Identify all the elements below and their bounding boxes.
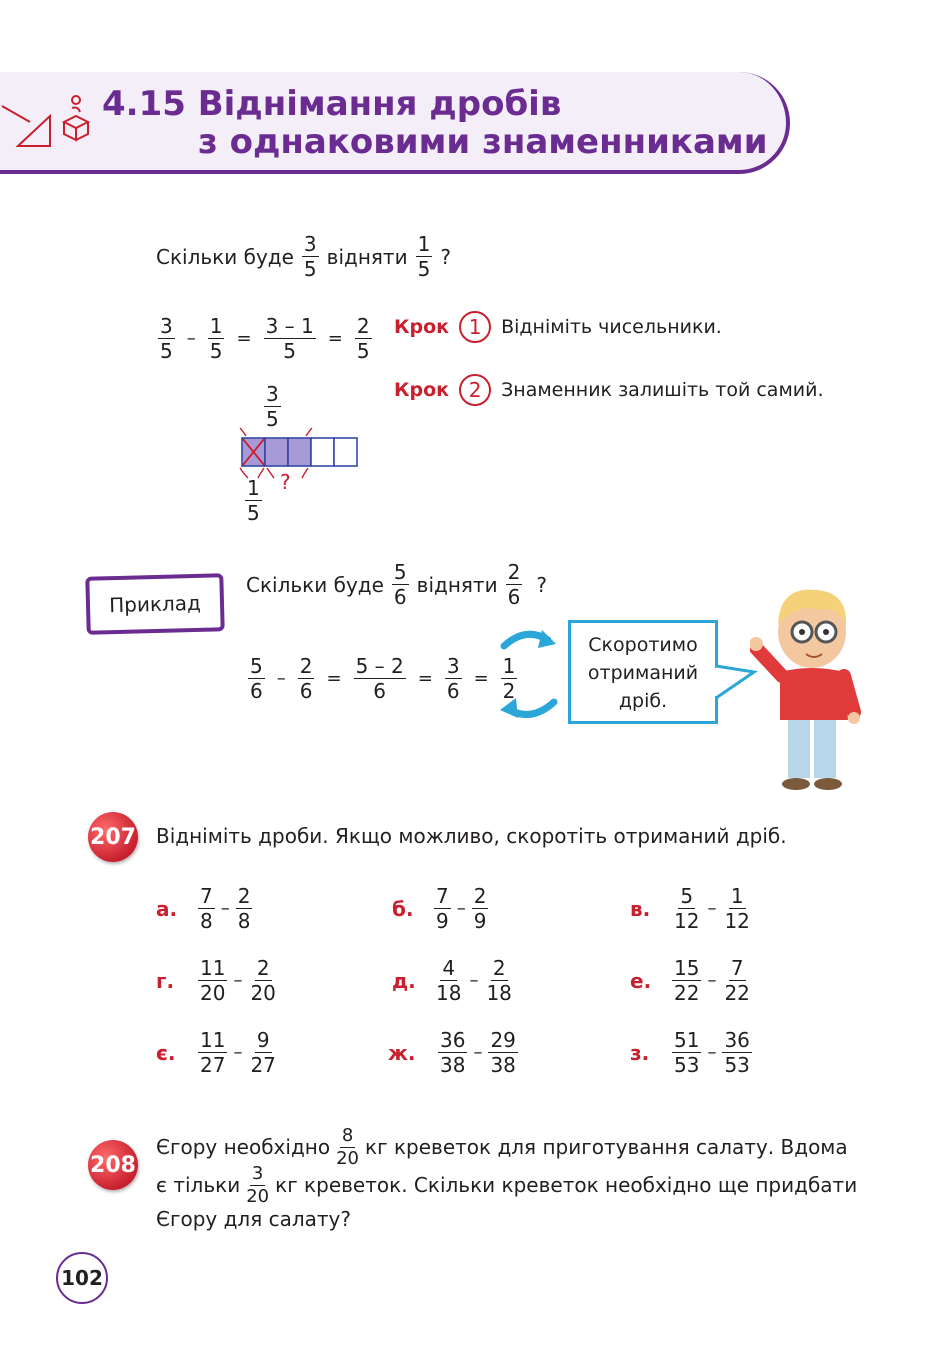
denominator: 27 (200, 1053, 226, 1077)
denominator: 5 (266, 407, 279, 431)
numerator: 2 (356, 314, 370, 338)
denominator: 5 (356, 339, 370, 363)
minus-sign: – (473, 1042, 483, 1063)
minus-sign: – (276, 668, 286, 689)
fraction (158, 316, 175, 361)
denominator: 22 (724, 981, 750, 1005)
fraction (672, 958, 701, 1003)
question-mark: ? (280, 470, 291, 494)
fraction (264, 316, 316, 361)
speech-line: дріб. (618, 690, 668, 712)
exercise-item (388, 1030, 520, 1075)
step-1 (394, 311, 722, 343)
minus-sign: – (469, 970, 479, 991)
fraction (248, 958, 277, 1003)
exercise-label: ж. (388, 1040, 416, 1065)
bar-cell-filled (265, 438, 288, 466)
numerator: 2 (492, 956, 506, 980)
denominator: 5 (247, 501, 260, 525)
exercise-label: б. (392, 896, 414, 921)
denominator: 5 (160, 339, 173, 363)
fraction (445, 656, 462, 701)
intro-equation (156, 316, 374, 361)
task-208-line3: Єгору для салату? (156, 1207, 351, 1231)
denominator: 38 (440, 1053, 466, 1077)
numerator: 1 (209, 314, 223, 338)
minus-sign: – (707, 898, 717, 919)
fraction (354, 656, 406, 701)
denominator: 38 (490, 1053, 516, 1077)
exercise-item (630, 1030, 754, 1075)
bar-cell-empty (311, 438, 334, 466)
bar-cell-filled (288, 438, 311, 466)
fraction (298, 656, 315, 701)
numerator: 2 (507, 560, 521, 584)
denominator: 27 (250, 1053, 276, 1077)
exercise-label: г. (156, 968, 175, 993)
fraction (722, 1030, 751, 1075)
geometry-tools-icon (0, 88, 100, 158)
exercise-item (392, 958, 516, 1003)
diagram-bottom-fraction (243, 478, 264, 523)
exercise-label: а. (156, 896, 178, 921)
fraction (488, 1030, 517, 1075)
numerator: 5 (250, 654, 263, 678)
task-number-badge: 208 (88, 1140, 138, 1190)
step-number-badge: 2 (459, 374, 491, 406)
minus-sign: – (707, 970, 717, 991)
denominator: 8 (237, 909, 251, 933)
minus-sign: – (456, 898, 466, 919)
fraction (484, 958, 513, 1003)
minus-sign: – (186, 328, 196, 349)
task-208-line2-end: кг креветок. Скільки креветок необхідно ще придбати (275, 1173, 858, 1197)
fraction (434, 886, 451, 931)
exercise-item (156, 886, 254, 931)
numerator: 1 (502, 654, 516, 678)
task-208-text (156, 1124, 896, 1234)
example-equation (246, 656, 519, 701)
denominator: 20 (250, 981, 276, 1005)
equals-sign: = (473, 668, 489, 689)
numerator: 11 (200, 956, 226, 980)
fraction (302, 234, 319, 279)
fraction (722, 958, 751, 1003)
denominator: 5 (209, 339, 223, 363)
step-text: Знаменник залишіть той самий. (501, 379, 824, 401)
intro-question (156, 234, 451, 279)
denominator: 6 (393, 585, 407, 609)
numerator: 4 (442, 956, 456, 980)
denominator: 2 (502, 679, 516, 703)
equals-sign: = (236, 328, 252, 349)
intro-question-end: ? (440, 244, 451, 269)
numerator: 5 (393, 560, 407, 584)
numerator: 3 (251, 1162, 264, 1184)
numerator: 15 (674, 956, 700, 980)
denominator: 5 (283, 339, 297, 363)
fraction (236, 886, 253, 931)
numerator: 11 (200, 1028, 226, 1052)
fraction (672, 1030, 701, 1075)
fraction (208, 316, 225, 361)
exercise-item (630, 958, 754, 1003)
denominator: 53 (724, 1053, 750, 1077)
numerator: 2 (256, 956, 270, 980)
exercise-label: в. (630, 896, 651, 921)
fraction (248, 1030, 277, 1075)
example-question-end: ? (536, 572, 547, 597)
diagram-top-fraction (262, 384, 283, 429)
numerator: 3 (303, 232, 317, 256)
step-2 (394, 374, 824, 406)
step-label: Крок (394, 379, 450, 401)
lesson-title-line2: з однаковими знаменниками (198, 122, 768, 162)
numerator: 1 (730, 884, 744, 908)
denominator: 22 (674, 981, 700, 1005)
step-text: Відніміть чисельники. (501, 316, 722, 338)
example-label-box (85, 573, 224, 635)
speech-line: Скоротимо (588, 634, 698, 656)
task-208-line2-start: є тільки (156, 1173, 241, 1197)
speech-line: отриманий (587, 662, 699, 684)
top-brace (240, 428, 312, 436)
fraction (434, 958, 463, 1003)
denominator: 6 (299, 679, 313, 703)
fraction (355, 316, 372, 361)
numerator: 7 (730, 956, 744, 980)
denominator: 6 (373, 679, 387, 703)
example-label: Приклад (108, 590, 202, 618)
numerator: 1 (417, 232, 431, 256)
fraction (672, 886, 701, 931)
page-number: 102 (56, 1252, 108, 1304)
step-number-badge: 1 (459, 311, 491, 343)
fraction (198, 1030, 227, 1075)
example-question-prefix: Скільки буде (246, 572, 384, 597)
denominator: 6 (446, 679, 460, 703)
numerator: 9 (256, 1028, 270, 1052)
denominator: 9 (473, 909, 487, 933)
fraction (506, 562, 523, 607)
fraction (392, 562, 409, 607)
numerator: 7 (200, 884, 213, 908)
step-label: Крок (394, 316, 450, 338)
fraction (438, 1030, 467, 1075)
task-207-instruction: Відніміть дроби. Якщо можливо, скоротіть отриманий дріб. (156, 824, 787, 848)
fraction (248, 656, 265, 701)
intro-question-prefix: Скільки буде (156, 244, 294, 269)
denominator: 20 (246, 1185, 270, 1207)
numerator: 36 (724, 1028, 750, 1052)
fraction (264, 384, 281, 429)
lesson-title-line1: 4.15 Віднімання дробів (102, 84, 562, 124)
fraction (472, 886, 489, 931)
denominator: 5 (417, 257, 431, 281)
fraction (198, 958, 227, 1003)
denominator: 53 (674, 1053, 700, 1077)
equals-sign: = (327, 328, 343, 349)
numerator: 2 (299, 654, 313, 678)
speech-bubble (568, 620, 718, 724)
minus-sign: – (220, 898, 230, 919)
denominator: 9 (436, 909, 449, 933)
diagram-question-mark (280, 470, 291, 494)
task-208-line1-end: кг креветок для приготування салату. Вдома (365, 1135, 848, 1159)
fraction (416, 234, 433, 279)
fraction (722, 886, 751, 931)
denominator: 20 (336, 1147, 359, 1169)
cycle-arrows-icon (496, 622, 566, 726)
fraction-bar-diagram (234, 426, 364, 482)
numerator: 2 (473, 884, 487, 908)
denominator: 18 (486, 981, 512, 1005)
exercise-label: є. (156, 1040, 176, 1065)
numerator: 3 (446, 654, 460, 678)
numerator: 2 (237, 884, 251, 908)
numerator: 5 – 2 (355, 654, 404, 678)
exercise-label: з. (630, 1040, 650, 1065)
numerator: 5 (680, 884, 694, 908)
task-number-badge: 207 (88, 812, 138, 862)
example-question-mid: відняти (416, 572, 498, 597)
denominator: 5 (303, 257, 317, 281)
fraction (244, 1162, 271, 1207)
numerator: 8 (341, 1124, 354, 1146)
task-208-line1-start: Єгору необхідно (156, 1135, 331, 1159)
numerator: 3 (266, 382, 279, 406)
exercise-label: д. (392, 968, 416, 993)
minus-sign: – (707, 1042, 717, 1063)
minus-sign: – (233, 970, 243, 991)
minus-sign: – (233, 1042, 243, 1063)
denominator: 8 (200, 909, 213, 933)
equals-sign: = (326, 668, 342, 689)
denominator: 6 (507, 585, 521, 609)
exercise-item (156, 958, 280, 1003)
boy-character-illustration (750, 580, 870, 795)
denominator: 18 (436, 981, 462, 1005)
fraction (334, 1124, 361, 1169)
numerator: 36 (440, 1028, 466, 1052)
numerator: 29 (490, 1028, 516, 1052)
numerator: 3 (160, 314, 173, 338)
equals-sign: = (417, 668, 433, 689)
exercise-item (392, 886, 490, 931)
denominator: 20 (200, 981, 226, 1005)
denominator: 12 (674, 909, 700, 933)
exercise-label: е. (630, 968, 652, 993)
bar-cell-empty (334, 438, 357, 466)
denominator: 6 (250, 679, 263, 703)
intro-question-mid: відняти (326, 244, 408, 269)
denominator: 12 (724, 909, 750, 933)
numerator: 7 (436, 884, 449, 908)
numerator: 51 (674, 1028, 700, 1052)
fraction (198, 886, 215, 931)
exercise-item (630, 886, 754, 931)
numerator: 1 (247, 476, 260, 500)
fraction (245, 478, 262, 523)
exercise-item (156, 1030, 280, 1075)
numerator: 3 – 1 (265, 314, 314, 338)
example-question (246, 562, 547, 607)
